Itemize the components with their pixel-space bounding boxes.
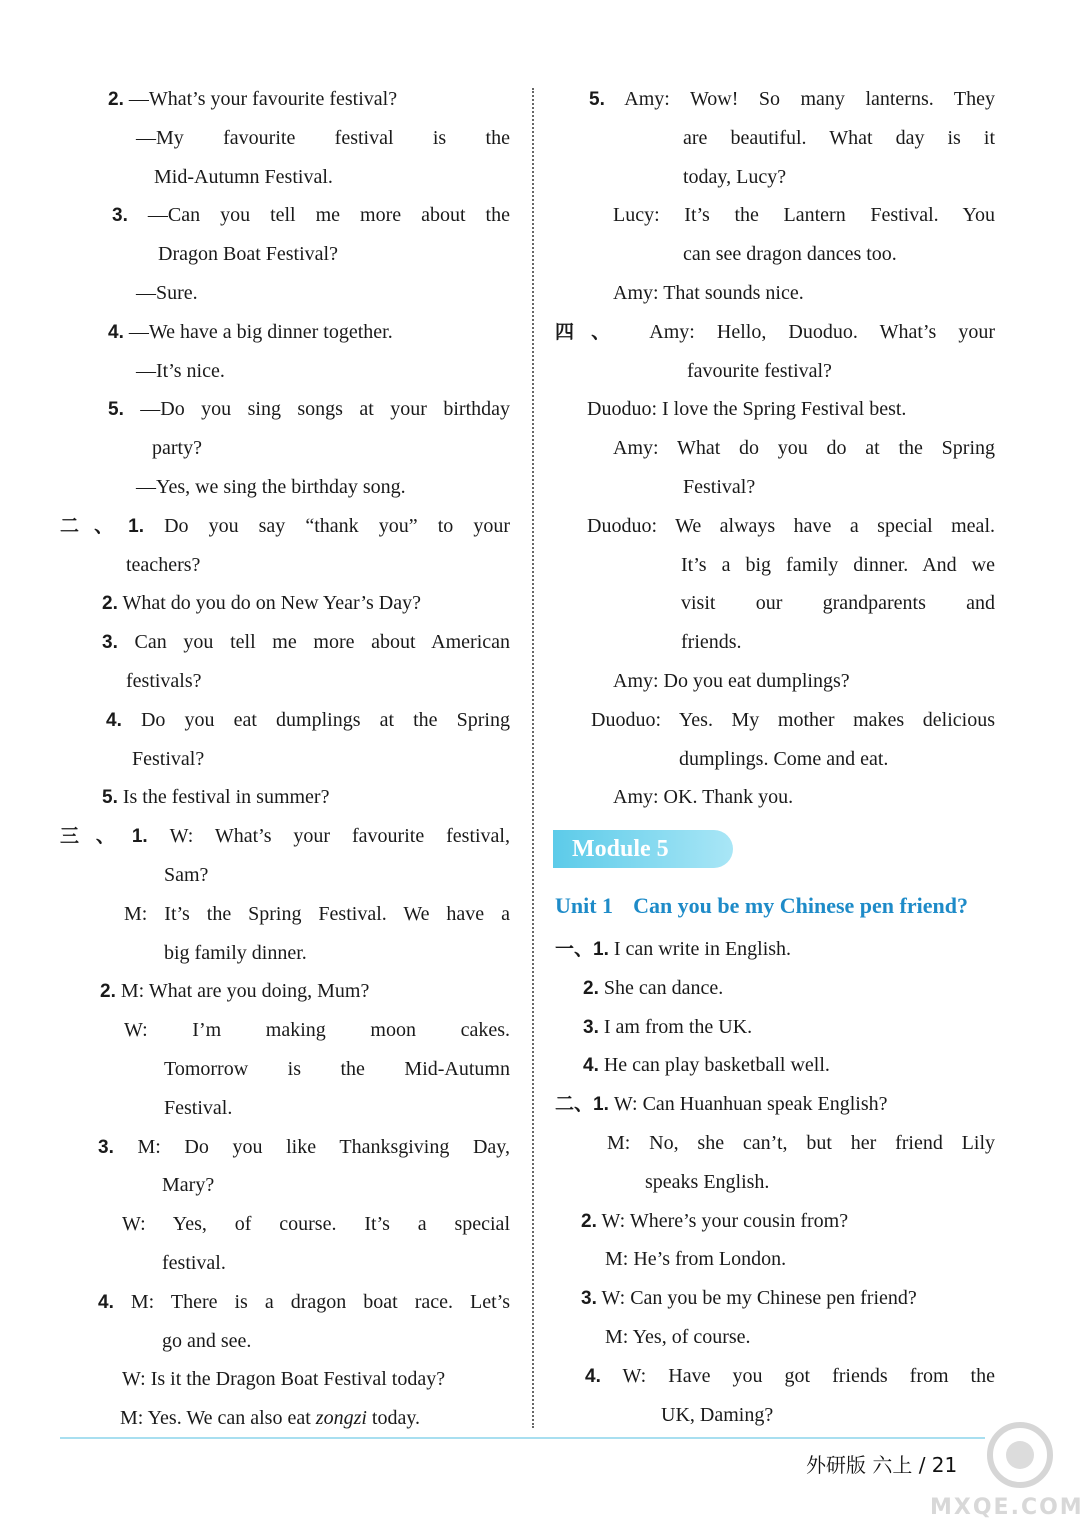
- answer-text: Lucy: It’s the Lantern Festival. You: [613, 204, 995, 227]
- answer-line: [555, 969, 995, 1008]
- answer-text: festivals?: [126, 669, 202, 692]
- answer-text: W: Is it the Dragon Boat Festival today?: [122, 1368, 446, 1391]
- answer-line: [60, 584, 510, 623]
- answer-line: [60, 1050, 510, 1089]
- answer-line: [555, 158, 995, 197]
- right-column: [555, 80, 995, 817]
- answer-line: [60, 235, 510, 274]
- answer-line: [60, 1128, 510, 1167]
- answer-text: Tomorrow is the Mid-Autumn: [164, 1057, 510, 1080]
- question-number: 4.: [585, 1365, 601, 1387]
- answer-text: Amy: That sounds nice.: [613, 281, 804, 304]
- answer-text: I can write in English.: [608, 938, 792, 960]
- unit-heading: [555, 886, 968, 926]
- answer-line: [555, 584, 995, 623]
- answer-line: [60, 740, 510, 779]
- answer-text: M: It’s the Spring Festival. We have a: [124, 902, 510, 925]
- question-number: 4.: [108, 321, 124, 343]
- answer-line: [60, 80, 510, 119]
- answer-line: [555, 1279, 995, 1318]
- section-marker: 四、: [555, 320, 628, 343]
- answer-text: M: Yes. We can also eat: [120, 1407, 316, 1430]
- answer-line: [555, 1202, 995, 1241]
- answer-text: go and see.: [162, 1329, 252, 1352]
- answer-line: [60, 313, 510, 352]
- answer-line: [60, 778, 510, 817]
- module-title: Module 5: [572, 836, 669, 862]
- left-column: [60, 80, 510, 1438]
- answer-line: [555, 930, 995, 969]
- answer-line: [60, 352, 510, 391]
- answer-line: [60, 429, 510, 468]
- answer-text: Is the festival in summer?: [117, 786, 330, 809]
- answer-text: Amy: Do you eat dumplings?: [613, 669, 850, 692]
- answer-text: speaks English.: [645, 1170, 770, 1193]
- answer-text: UK, Daming?: [661, 1403, 774, 1426]
- answer-line: [60, 1322, 510, 1361]
- answer-line: [555, 546, 995, 585]
- answer-text: Duoduo: We always have a special meal.: [587, 514, 995, 537]
- answer-text: M: What are you doing, Mum?: [115, 980, 370, 1003]
- answer-text: W: Yes, of course. It’s a special: [122, 1213, 510, 1236]
- answer-line: [555, 352, 995, 391]
- answer-text: Amy: What do you do at the Spring: [613, 437, 995, 460]
- answer-line: [555, 1318, 995, 1357]
- answer-text: Amy: OK. Thank you.: [613, 786, 794, 809]
- question-number: 3.: [102, 632, 118, 654]
- answer-line: [60, 196, 510, 235]
- answer-text: W: I’m making moon cakes.: [124, 1019, 510, 1042]
- answer-text: He can play basketball well.: [598, 1054, 830, 1077]
- answer-line: [555, 80, 995, 119]
- footer-rule: [60, 1437, 985, 1439]
- answer-text: I am from the UK.: [598, 1015, 753, 1038]
- answer-text: —Can you tell me more about the: [127, 204, 510, 227]
- watermark-text: MXQE.COM: [930, 1495, 1084, 1520]
- question-number: 2.: [100, 981, 116, 1003]
- answer-text: teachers?: [126, 553, 201, 576]
- answer-line: [60, 662, 510, 701]
- question-number: 4.: [583, 1055, 599, 1077]
- answer-text: W: Can you be my Chinese pen friend?: [596, 1287, 917, 1310]
- answer-text: friends.: [681, 631, 742, 654]
- question-number: 2.: [102, 593, 118, 615]
- question-number: 3.: [583, 1016, 599, 1038]
- answer-text: —What’s your favourite festival?: [123, 88, 398, 110]
- question-number: 4.: [98, 1291, 114, 1313]
- answer-line: [555, 313, 995, 352]
- section-marker: 三、: [60, 825, 132, 848]
- answer-line: [555, 1008, 995, 1047]
- answer-text: M: He’s from London.: [605, 1248, 787, 1271]
- answer-line: [555, 701, 995, 740]
- question-number: 5.: [102, 787, 118, 809]
- answer-line: [60, 1360, 510, 1399]
- answer-line: [555, 468, 995, 507]
- answer-line: [60, 972, 510, 1011]
- section-marker: 二、: [555, 1093, 594, 1116]
- question-number: 5.: [589, 89, 605, 110]
- answer-line: [60, 1399, 510, 1438]
- question-number: 2.: [581, 1210, 597, 1232]
- answer-text-tail: today.: [366, 1407, 421, 1430]
- answer-text: visit our grandparents and: [681, 592, 995, 615]
- answer-text: M: There is a dragon boat race. Let’s: [113, 1290, 510, 1313]
- answer-line: [60, 390, 510, 429]
- answer-line: [555, 274, 995, 313]
- answer-text: W: Have you got friends from the: [600, 1364, 995, 1387]
- answer-line: [60, 934, 510, 973]
- answer-line: [60, 1205, 510, 1244]
- section-marker: 一、: [555, 938, 594, 960]
- answer-text: It’s a big family dinner. And we: [681, 553, 995, 576]
- answer-line: [60, 895, 510, 934]
- answer-text: What do you do on New Year’s Day?: [117, 592, 421, 615]
- answer-line: [555, 623, 995, 662]
- answer-line: [555, 507, 995, 546]
- answer-text: favourite festival?: [687, 359, 832, 382]
- question-number: 5.: [108, 399, 124, 421]
- question-number: 1.: [131, 826, 148, 848]
- answer-line: [60, 817, 510, 856]
- answer-line: [60, 856, 510, 895]
- answer-text: M: Yes, of course.: [605, 1325, 751, 1348]
- answer-line: [60, 468, 510, 507]
- answer-text: She can dance.: [598, 976, 724, 999]
- answer-text: today, Lucy?: [683, 165, 787, 188]
- question-number: 3.: [112, 205, 128, 227]
- answer-line: [555, 1357, 995, 1396]
- answer-line: [555, 1085, 995, 1124]
- answer-text: Amy: Hello, Duoduo. What’s your: [627, 320, 995, 343]
- answer-text: Sam?: [164, 863, 209, 886]
- answer-text: party?: [152, 437, 202, 460]
- answer-text: Can you tell me more about American: [117, 631, 510, 654]
- answer-text: Mid-Autumn Festival.: [154, 165, 333, 188]
- answer-text: can see dragon dances too.: [683, 243, 897, 266]
- answer-text: Duoduo: I love the Spring Festival best.: [587, 398, 907, 421]
- answer-line: [60, 119, 510, 158]
- answer-text: Duoduo: Yes. My mother makes delicious: [591, 708, 995, 731]
- answer-line: [60, 1283, 510, 1322]
- answer-line: [555, 1240, 995, 1279]
- answer-text: W: What’s your favourite festival,: [147, 825, 510, 848]
- answer-text: —We have a big dinner together.: [123, 320, 393, 343]
- answer-line: [555, 429, 995, 468]
- question-number: 1.: [593, 939, 609, 960]
- answer-text: festival.: [162, 1251, 226, 1274]
- answer-text: Festival?: [683, 475, 756, 498]
- column-divider: [532, 88, 534, 1428]
- italic-word: zongzi: [315, 1407, 367, 1430]
- answer-text: —My favourite festival is the: [136, 126, 510, 149]
- answer-line: [60, 1089, 510, 1128]
- unit-title: Can you be my Chinese pen friend?: [633, 893, 968, 918]
- unit-number: Unit 1: [555, 893, 614, 918]
- question-number: 4.: [106, 709, 122, 731]
- answer-text: Dragon Boat Festival?: [158, 243, 338, 266]
- answer-text: W: Where’s your cousin from?: [596, 1209, 849, 1232]
- answer-text: Festival?: [132, 747, 205, 770]
- answer-line: [60, 1166, 510, 1205]
- answer-line: [555, 119, 995, 158]
- answer-text: Do you eat dumplings at the Spring: [121, 708, 510, 731]
- answer-line: [60, 623, 510, 662]
- answer-line: [60, 507, 510, 546]
- answer-line: [555, 1163, 995, 1202]
- answer-line: [60, 274, 510, 313]
- answer-text: Festival.: [164, 1096, 233, 1119]
- section-marker: 二、: [60, 514, 129, 537]
- answer-line: [555, 778, 995, 817]
- answer-line: [555, 235, 995, 274]
- answer-line: [60, 1011, 510, 1050]
- question-number: 1.: [128, 515, 144, 537]
- answer-line: [555, 1046, 995, 1085]
- answer-text: —It’s nice.: [136, 359, 225, 382]
- answer-text: Mary?: [162, 1174, 215, 1197]
- answer-text: —Sure.: [136, 281, 198, 304]
- watermark-logo-icon: [985, 1420, 1055, 1490]
- answer-text: Do you say “thank you” to your: [144, 514, 510, 537]
- answer-line: [60, 158, 510, 197]
- question-number: 3.: [581, 1288, 597, 1310]
- footer-page-label: 外研版 六上 / 21: [806, 1453, 958, 1477]
- answer-text: Amy: Wow! So many lanterns. They: [604, 88, 995, 110]
- answer-text: are beautiful. What day is it: [683, 126, 995, 149]
- question-number: 2.: [108, 89, 124, 110]
- answer-line: [60, 701, 510, 740]
- answer-line: [555, 740, 995, 779]
- answer-line: [555, 1124, 995, 1163]
- answer-text: M: No, she can’t, but her friend Lily: [607, 1131, 995, 1154]
- module-5-answers: [555, 930, 995, 1434]
- answer-text: dumplings. Come and eat.: [679, 747, 889, 770]
- answer-text: —Yes, we sing the birthday song.: [136, 475, 406, 498]
- answer-line: [555, 196, 995, 235]
- question-number: 2.: [583, 977, 599, 999]
- question-number: 3.: [98, 1136, 114, 1158]
- answer-line: [555, 390, 995, 429]
- answer-line: [60, 546, 510, 585]
- answer-line: [60, 1244, 510, 1283]
- question-number: 1.: [593, 1094, 609, 1116]
- answer-text: big family dinner.: [164, 941, 307, 964]
- answer-text: W: Can Huanhuan speak English?: [608, 1093, 888, 1116]
- answer-text: M: Do you like Thanksgiving Day,: [113, 1135, 510, 1158]
- answer-line: [555, 1396, 995, 1435]
- answer-line: [555, 662, 995, 701]
- answer-text: —Do you sing songs at your birthday: [123, 398, 510, 421]
